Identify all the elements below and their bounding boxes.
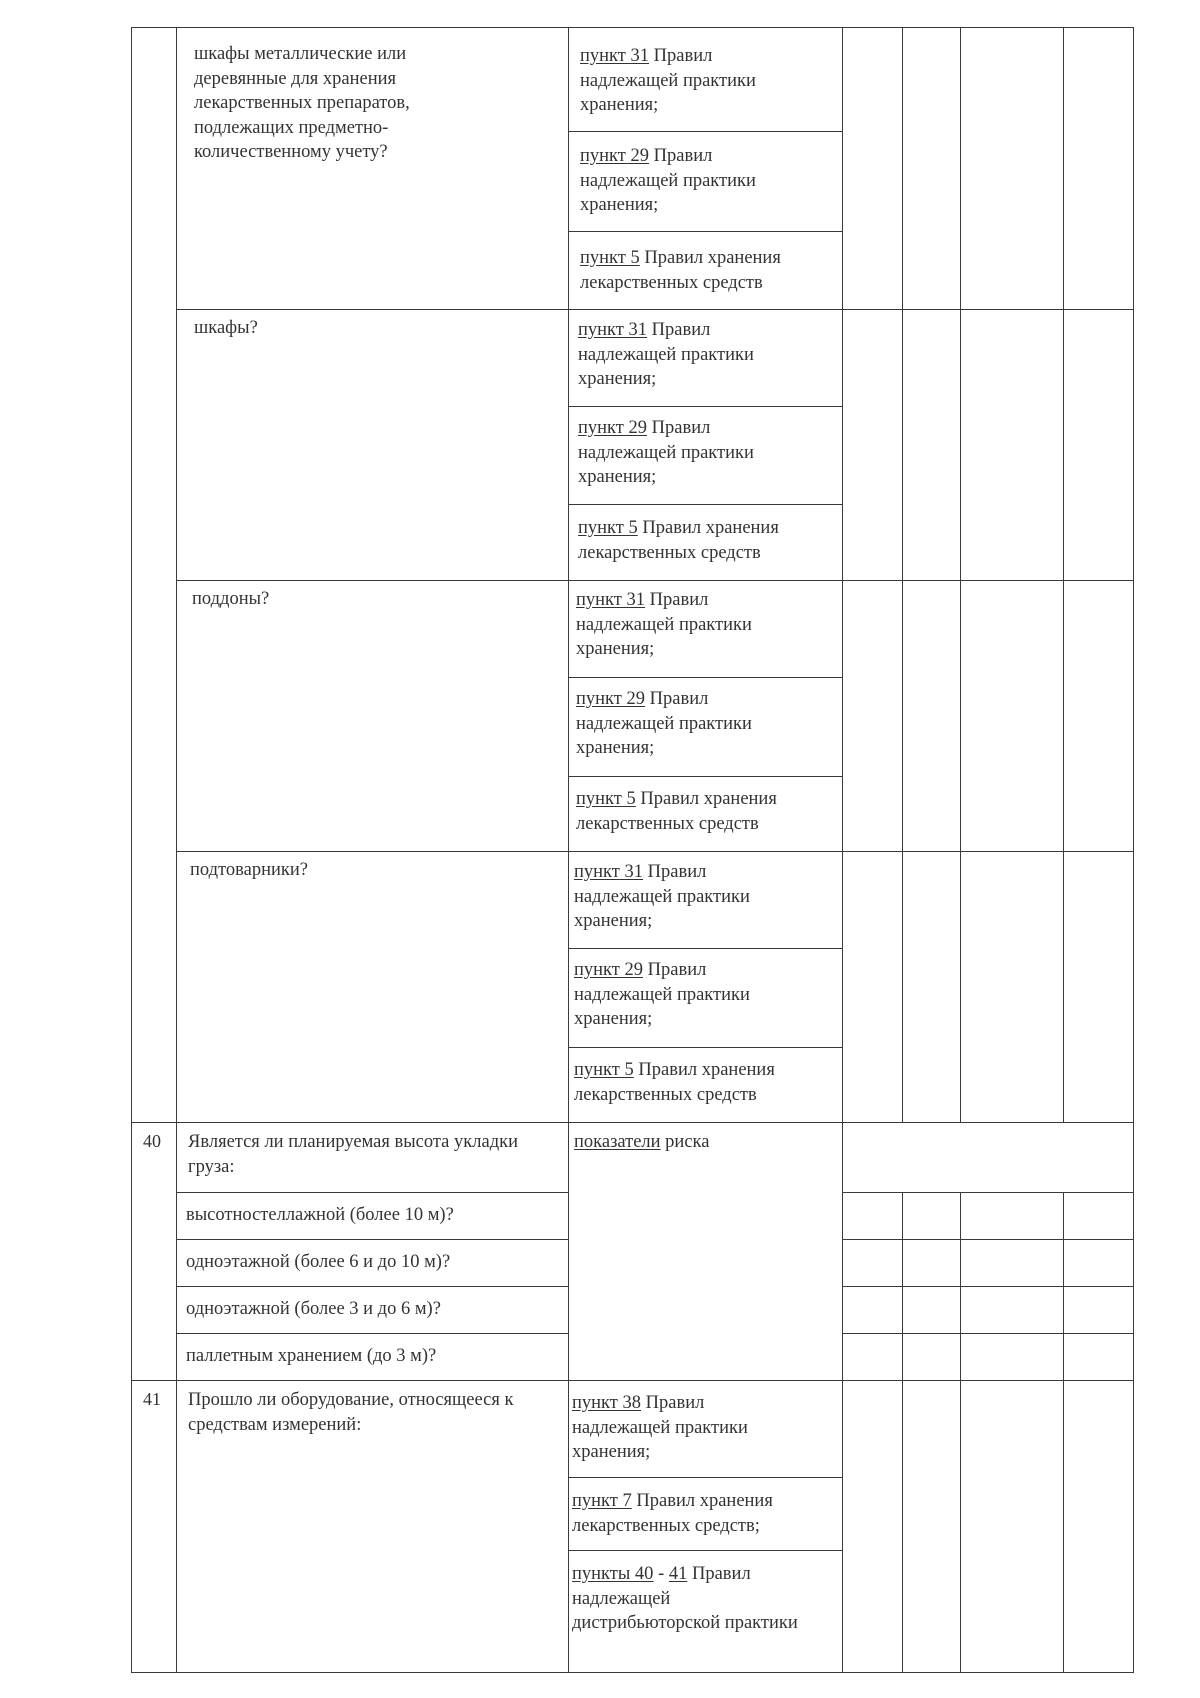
ref-sep	[568, 1477, 842, 1478]
option-text: одноэтажной (более 3 и до 6 м)?	[186, 1299, 441, 1319]
reference-link[interactable]: пункт 5	[576, 789, 636, 809]
reference-text: пункт 5 Правил хранения лекарственных средств	[574, 1060, 775, 1105]
col-line-reference	[842, 27, 843, 1673]
reference-link[interactable]: 41	[668, 1564, 688, 1584]
ref-sep	[568, 1047, 842, 1048]
table-border-top	[131, 27, 1134, 28]
row-sep-podtovarniki	[176, 851, 1134, 852]
table-border-bottom	[131, 1672, 1134, 1673]
table-border-right	[1133, 27, 1134, 1673]
row-sep-poddony	[176, 580, 1134, 581]
reference-link[interactable]: пункты 40	[572, 1564, 654, 1584]
ref-sep	[568, 776, 842, 777]
ref-sep	[568, 131, 842, 132]
col-line-question	[568, 27, 569, 1673]
reference-link[interactable]: пункт 5	[580, 248, 640, 268]
reference-link[interactable]: показатели	[574, 1132, 661, 1152]
question-text: поддоны?	[192, 589, 270, 609]
reference-text: пункт 29 Правил надлежащей практики хранения;	[576, 689, 752, 758]
reference-link[interactable]: пункт 31	[578, 320, 648, 340]
reference-link[interactable]: пункт 29	[580, 146, 650, 166]
reference-text: пункт 29 Правил надлежащей практики хранения;	[578, 418, 754, 487]
reference-text: пункт 38 Правил надлежащей практики хранения;	[572, 1393, 748, 1462]
row40-ans-sep	[842, 1239, 1134, 1240]
reference-link[interactable]: пункт 31	[576, 590, 646, 610]
row40-sub-sep	[176, 1192, 568, 1193]
row40-ans-sep	[842, 1333, 1134, 1334]
reference-text: пункт 31 Правил надлежащей практики хранения;	[580, 46, 756, 115]
question-text: Прошло ли оборудование, относящееся к средствам измерений:	[188, 1390, 514, 1435]
reference-text: пункт 29 Правил надлежащей практики хранения;	[580, 146, 756, 215]
col-line-number	[176, 27, 177, 1673]
row40-ans-sep	[842, 1286, 1134, 1287]
row-number: 41	[143, 1389, 161, 1409]
reference-link[interactable]: пункт 5	[574, 1060, 634, 1080]
row40-sub-sep	[176, 1239, 568, 1240]
ref-sep	[568, 677, 842, 678]
reference-link[interactable]: пункт 31	[574, 862, 644, 882]
row40-sub-sep	[176, 1333, 568, 1334]
ref-sep	[568, 1550, 842, 1551]
ref-sep	[568, 406, 842, 407]
reference-text: показатели риска	[574, 1132, 710, 1152]
question-text: подтоварники?	[190, 860, 308, 880]
row40-ans-sep	[842, 1192, 1134, 1193]
ref-sep	[568, 504, 842, 505]
col-line-answer-3b	[1063, 1193, 1064, 1673]
option-text: паллетным хранением (до 3 м)?	[186, 1346, 437, 1366]
row40-sub-sep	[176, 1286, 568, 1287]
row-sep-shkafy	[176, 309, 1134, 310]
col-line-answer-2	[960, 27, 961, 1123]
question-text: шкафы?	[194, 318, 258, 338]
reference-text: пункт 5 Правил хранения лекарственных средств	[576, 789, 777, 834]
col-line-answer-1b	[902, 1193, 903, 1673]
question-text: шкафы металлические или деревянные для хранения лекарственных препаратов, подлежащих предметно-количественному учету?	[194, 44, 410, 162]
reference-text: пункт 7 Правил хранения лекарственных средств;	[572, 1491, 773, 1536]
reference-link[interactable]: пункт 31	[580, 46, 650, 66]
col-line-answer-2b	[960, 1193, 961, 1673]
reference-link[interactable]: пункт 29	[578, 418, 648, 438]
reference-link[interactable]: пункт 29	[574, 960, 644, 980]
reference-text: пункт 31 Правил надлежащей практики хранения;	[576, 590, 752, 659]
ref-sep	[568, 948, 842, 949]
row-sep-41	[131, 1380, 1134, 1381]
reference-link[interactable]: пункт 5	[578, 518, 638, 538]
option-text: одноэтажной (более 6 и до 10 м)?	[186, 1252, 451, 1272]
reference-text: пункт 5 Правил хранения лекарственных средств	[580, 248, 781, 293]
reference-link[interactable]: пункт 7	[572, 1491, 632, 1511]
ref-sep	[568, 231, 842, 232]
reference-link[interactable]: пункт 29	[576, 689, 646, 709]
reference-text: пункт 5 Правил хранения лекарственных средств	[578, 518, 779, 563]
question-text: Является ли планируемая высота укладки груза:	[188, 1132, 519, 1177]
reference-text: пункты 40 - 41 Правил надлежащей дистрибьюторской практики	[572, 1564, 798, 1633]
table-border-left	[131, 27, 132, 1673]
reference-text: пункт 31 Правил надлежащей практики хранения;	[578, 320, 754, 389]
option-text: высотностеллажной (более 10 м)?	[186, 1205, 454, 1225]
reference-text: пункт 29 Правил надлежащей практики хранения;	[574, 960, 750, 1029]
col-line-answer-1	[902, 27, 903, 1123]
reference-text: пункт 31 Правил надлежащей практики хранения;	[574, 862, 750, 931]
row-sep-40	[131, 1122, 1134, 1123]
col-line-answer-3	[1063, 27, 1064, 1123]
reference-link[interactable]: пункт 38	[572, 1393, 642, 1413]
row-number: 40	[143, 1131, 161, 1151]
